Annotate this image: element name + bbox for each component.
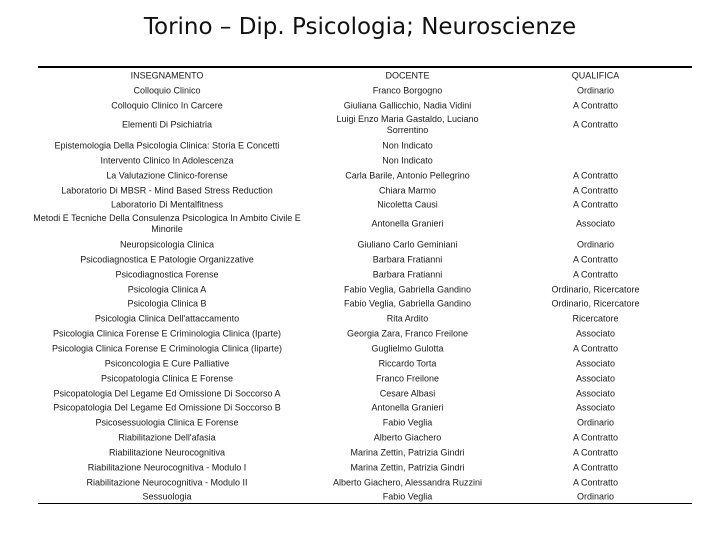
table-cell-qualifica: A Contratto [572, 185, 619, 196]
table-cell-insegnamento: Psiconcologia E Cure Palliative [104, 358, 230, 369]
table-cell-docente: Luigi Enzo Maria Gastaldo, Luciano Sorrentino [336, 114, 479, 135]
table-cell-insegnamento: Psicodiagnostica Forense [115, 269, 219, 280]
table-cell-docente: Non Indicato [382, 155, 433, 166]
table-cell-docente: Fabio Veglia, Gabriella Gandino [343, 298, 472, 309]
table-cell-qualifica: Associato [575, 218, 616, 229]
table-cell-docente: Franco Borgogno [372, 85, 443, 96]
table-cell-qualifica: Ordinario, Ricercatore [551, 298, 640, 309]
table-cell-qualifica: A Contratto [572, 170, 619, 181]
table-cell-docente: Guglielmo Gulotta [371, 343, 444, 354]
table-cell-qualifica: Ordinario [576, 417, 614, 428]
slide-title: Torino – Dip. Psicologia; Neuroscienze [143, 14, 577, 40]
table-cell-docente: Nicoletta Causi [377, 199, 438, 210]
table-cell-qualifica: Ordinario, Ricercatore [551, 284, 640, 295]
table-cell-qualifica: Associato [575, 402, 616, 413]
table-cell-qualifica: Ordinario [576, 85, 614, 96]
table-cell-qualifica: Ricercatore [572, 313, 619, 324]
table-cell-insegnamento: Neuropsicologia Clinica [119, 239, 215, 250]
table-cell-insegnamento: Laboratorio Di Mentalfitness [110, 199, 224, 210]
table-cell-docente: Barbara Fratianni [372, 254, 443, 265]
table-cell-qualifica: A Contratto [572, 254, 619, 265]
table-cell-insegnamento: Colloquio Clinico [133, 85, 201, 96]
table-cell-insegnamento: La Valutazione Clinico-forense [106, 170, 228, 181]
table-cell-docente: Fabio Veglia [382, 417, 433, 428]
table-cell-docente: Georgia Zara, Franco Freilone [346, 328, 469, 339]
table-cell-qualifica: A Contratto [572, 477, 619, 488]
table-cell-docente: Antonella Granieri [371, 218, 444, 229]
table-cell-insegnamento: Laboratorio Di MBSR - Mind Based Stress Reduction [61, 185, 273, 196]
table-cell-insegnamento: Psicopatologia Del Legame Ed Omissione Di Soccorso B [53, 402, 281, 413]
table-cell-insegnamento: Epistemologia Della Psicologia Clinica: Storia E Concetti [54, 140, 280, 151]
table-cell-insegnamento: Elementi Di Psichiatria [121, 119, 213, 130]
table-cell-docente: Giuliano Carlo Geminiani [357, 239, 458, 250]
table-cell-insegnamento: Riabilitazione Neurocognitiva - Modulo I [87, 462, 247, 473]
table-cell-docente: Fabio Veglia [382, 491, 433, 502]
table-cell-qualifica: Associato [575, 388, 616, 399]
table-cell-qualifica: A Contratto [572, 119, 619, 130]
table-cell-qualifica: Associato [575, 328, 616, 339]
table-cell-insegnamento: Riabilitazione Neurocognitiva - Modulo II [86, 477, 248, 488]
header-insegnamento: INSEGNAMENTO [130, 70, 204, 81]
table-cell-insegnamento: Psicosessuologia Clinica E Forense [95, 417, 239, 428]
table-cell-qualifica: A Contratto [572, 269, 619, 280]
table-cell-qualifica: A Contratto [572, 432, 619, 443]
table-cell-insegnamento: Psicologia Clinica Forense E Criminologia Clinica (Iparte) [52, 328, 282, 339]
table-cell-qualifica: Associato [575, 373, 616, 384]
table-cell-insegnamento: Metodi E Tecniche Della Consulenza Psicologica In Ambito Civile E Minorile [33, 213, 301, 234]
header-qualifica: QUALIFICA [571, 70, 620, 81]
table-cell-insegnamento: Psicodiagnostica E Patologie Organizzative [80, 254, 254, 265]
table-cell-qualifica: A Contratto [572, 343, 619, 354]
table-cell-qualifica: A Contratto [572, 100, 619, 111]
header-docente: DOCENTE [385, 70, 430, 81]
table-cell-insegnamento: Psicologia Clinica B [127, 298, 207, 309]
table-cell-docente: Cesare Albasi [379, 388, 436, 399]
table-cell-insegnamento: Psicologia Clinica A [127, 284, 207, 295]
table-cell-insegnamento: Intervento Clinico In Adolescenza [100, 155, 234, 166]
table-cell-insegnamento: Riabilitazione Dell'afasia [118, 432, 216, 443]
table-cell-docente: Alberto Giachero [373, 432, 442, 443]
table-cell-docente: Franco Freilone [375, 373, 440, 384]
table-cell-docente: Riccardo Torta [378, 358, 437, 369]
table-cell-insegnamento: Psicologia Clinica Forense E Criminologia Clinica (Iiparte) [51, 343, 283, 354]
table-cell-insegnamento: Sessuologia [142, 491, 192, 502]
table-cell-qualifica: Ordinario [576, 491, 614, 502]
table-cell-qualifica: Associato [575, 358, 616, 369]
table-cell-qualifica: A Contratto [572, 447, 619, 458]
table-cell-docente: Carla Barile, Antonio Pellegrino [345, 170, 470, 181]
table-cell-docente: Barbara Fratianni [372, 269, 443, 280]
table-cell-insegnamento: Colloquio Clinico In Carcere [111, 100, 223, 111]
table-cell-docente: Non Indicato [382, 140, 433, 151]
table-cell-qualifica: Ordinario [576, 239, 614, 250]
table-cell-docente: Rita Ardito [386, 313, 429, 324]
table-cell-docente: Marina Zettin, Patrizia Gindri [350, 447, 465, 458]
table-cell-docente: Alberto Giachero, Alessandra Ruzzini [332, 477, 483, 488]
table-cell-insegnamento: Riabilitazione Neurocognitiva [108, 447, 226, 458]
table-cell-docente: Giuliana Gallicchio, Nadia Vidini [343, 100, 472, 111]
table-cell-docente: Chiara Marmo [378, 185, 436, 196]
table-cell-docente: Marina Zettin, Patrizia Gindri [350, 462, 465, 473]
table-cell-docente: Fabio Veglia, Gabriella Gandino [343, 284, 472, 295]
table-cell-insegnamento: Psicologia Clinica Dell'attaccamento [94, 313, 240, 324]
table-cell-qualifica: A Contratto [572, 199, 619, 210]
table-cell-insegnamento: Psicopatologia Clinica E Forense [100, 373, 234, 384]
table-cell-insegnamento: Psicopatologia Del Legame Ed Omissione Di Soccorso A [53, 388, 281, 399]
table-bottom-rule [38, 503, 692, 504]
table-cell-docente: Antonella Granieri [371, 402, 444, 413]
table-cell-qualifica: A Contratto [572, 462, 619, 473]
